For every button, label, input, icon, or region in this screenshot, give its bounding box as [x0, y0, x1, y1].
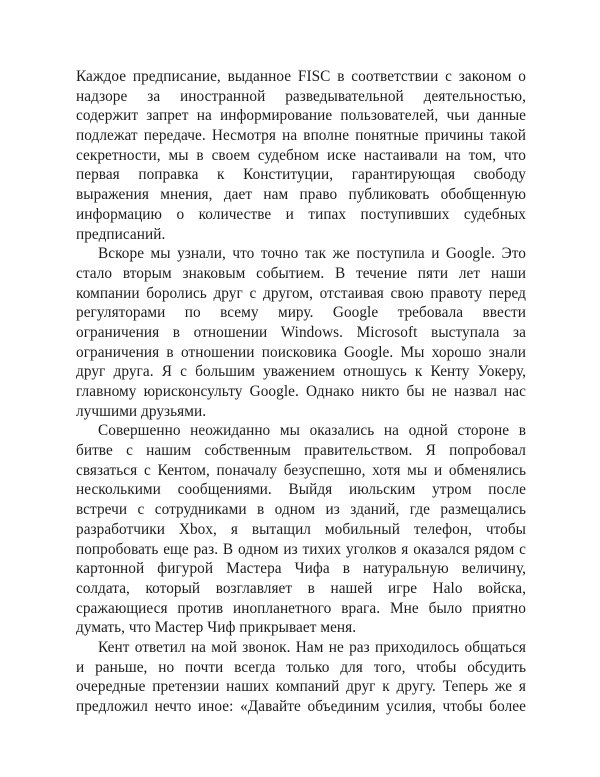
document-page: [76, 67, 526, 717]
text-line: думать, что Мастер Чиф прикрывает меня.: [76, 619, 357, 637]
text-line: встречи с сотрудниками в одном из зданий, где размещались: [76, 501, 526, 519]
text-line: солдата, который возглавляет в нашей игре Halo войска,: [76, 579, 526, 597]
text-line: первая поправка к Конституции, гарантирующая свободу: [76, 166, 526, 184]
text-line: ограничения в отношении поисковика Google. Мы хорошо знали: [76, 343, 526, 361]
text-line: Совершенно неожиданно мы оказались на одной стороне в: [98, 422, 526, 440]
text-line: надзоре за иностранной разведывательной деятельностью,: [76, 87, 526, 105]
text-line: выражения мнения, дает нам право публиковать обобщенную: [76, 186, 526, 204]
text-line: компании боролись друг с другом, отстаивая свою правоту перед: [76, 284, 526, 302]
paragraph-1: [76, 67, 526, 244]
text-line: несколькими сообщениями. Выйдя июльским утром после: [76, 481, 526, 499]
text-line: информацию о количестве и типах поступивших судебных: [76, 205, 526, 223]
text-line: очередные претензии наших компаний друг к другу. Теперь же я: [76, 678, 526, 696]
text-line: связаться с Кентом, поначалу безуспешно, хотя мы и обменялись: [76, 461, 526, 479]
paragraph-3: [76, 421, 526, 638]
text-line: и раньше, но почти всегда только для того, чтобы обсудить: [76, 658, 526, 676]
text-line: регуляторами по всему миру. Google требовала ввести: [76, 304, 526, 322]
text-line: друг друга. Я с большим уважением отношусь к Кенту Уокеру,: [76, 363, 526, 381]
text-line: предложил нечто иное: «Давайте объединим усилия, чтобы более: [76, 698, 526, 715]
paragraph-4: [76, 638, 526, 717]
text-line: попробовать еще раз. В одном из тихих уголков я оказался рядом с: [76, 540, 526, 558]
text-line: разработчики Xbox, я вытащил мобильный телефон, чтобы: [76, 520, 526, 538]
text-line: битве с нашим собственным правительством. Я попробовал: [76, 442, 526, 460]
text-line: подлежат передаче. Несмотря на вполне понятные причины такой: [76, 127, 526, 145]
text-line: ограничения в отношении Windows. Microsoft выступала за: [76, 323, 526, 341]
text-line: содержит запрет на информирование пользователей, чьи данные: [76, 107, 526, 125]
text-line: картонной фигурой Мастера Чифа в натуральную величину,: [76, 560, 526, 578]
text-line: лучшими друзьями.: [76, 402, 207, 420]
text-line: сражающиеся против инопланетного врага. Мне было приятно: [76, 599, 526, 617]
text-line: главному юрисконсульту Google. Однако никто бы не назвал нас: [76, 383, 526, 400]
text-line: Каждое предписание, выданное FISC в соответствии с законом о: [76, 68, 526, 85]
text-line: секретности, мы в своем судебном иске настаивали на том, что: [76, 146, 526, 164]
text-line: Кент ответил на мой звонок. Нам не раз приходилось общаться: [98, 638, 526, 656]
paragraph-2: [76, 244, 526, 421]
text-line: стало вторым знаковым событием. В течение пяти лет наши: [76, 264, 526, 282]
text-line: Вскоре мы узнали, что точно так же поступила и Google. Это: [98, 245, 526, 263]
text-line: предписаний.: [76, 225, 166, 243]
